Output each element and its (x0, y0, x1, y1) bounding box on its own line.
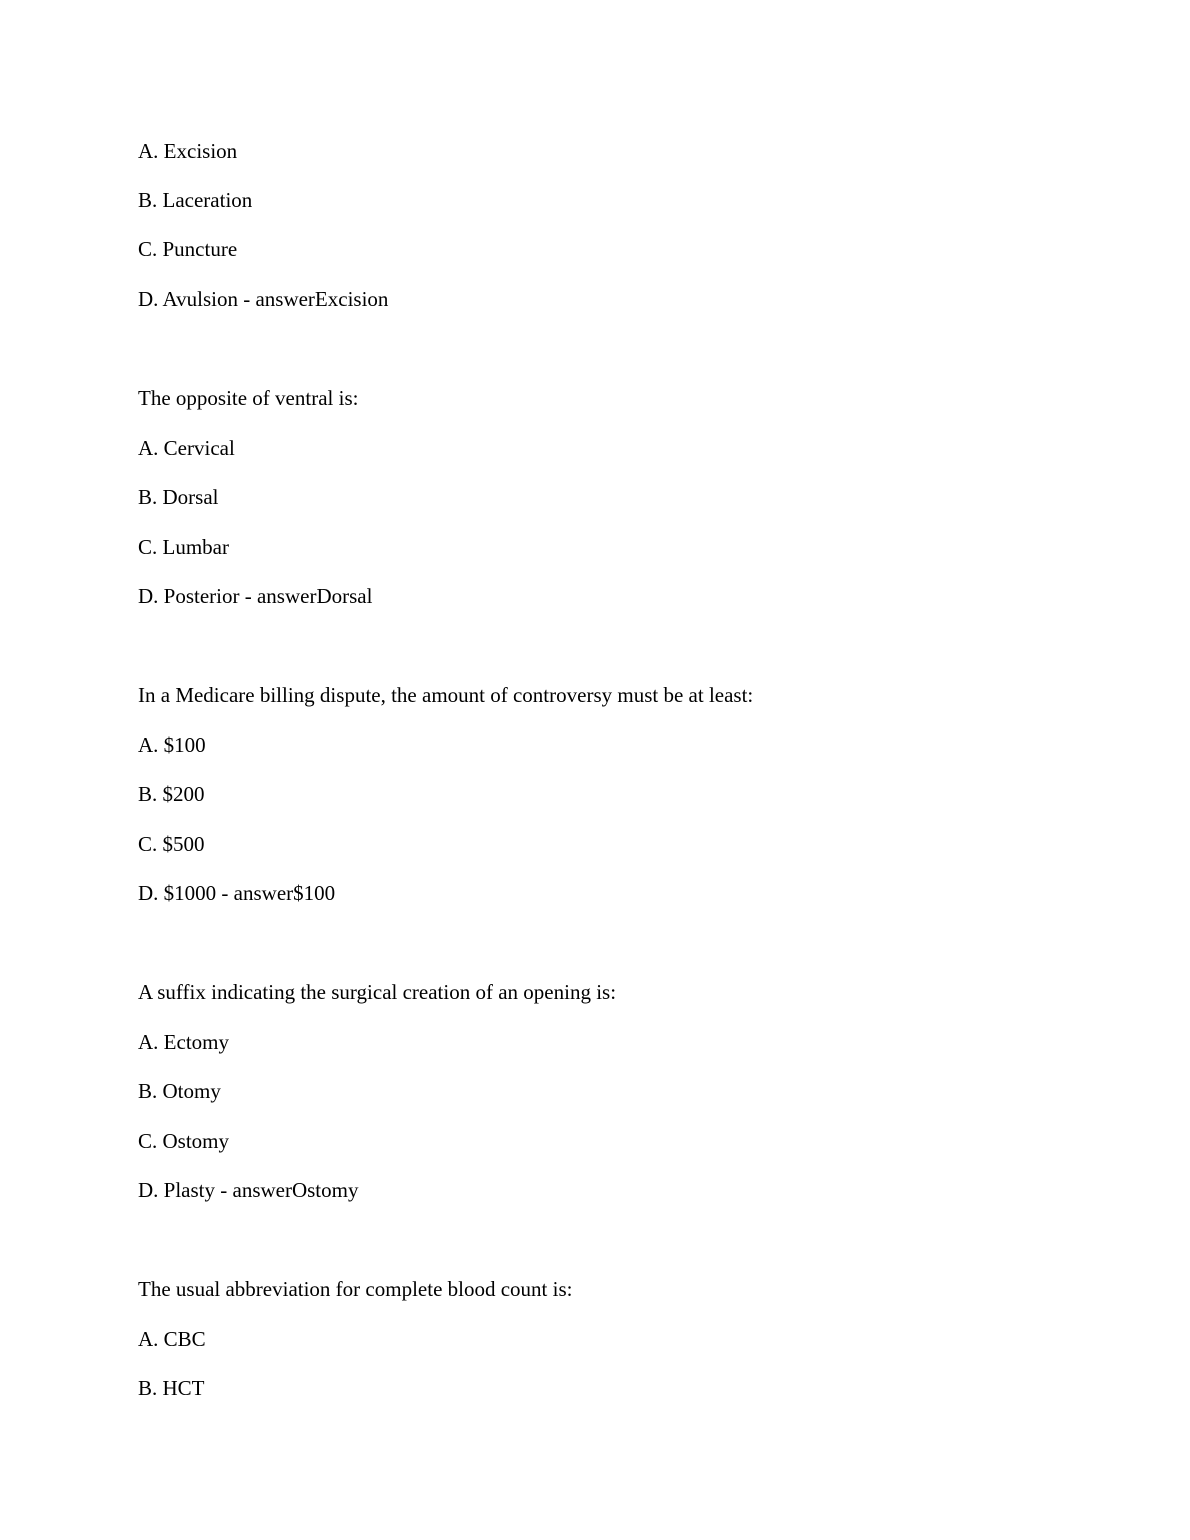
option-a: A. CBC (138, 1327, 206, 1351)
option-b: B. Otomy (138, 1079, 221, 1103)
question-text: A suffix indicating the surgical creation of an opening is: (138, 980, 617, 1004)
option-c: C. Lumbar (138, 535, 229, 559)
option-d-answer: D. Plasty - answerOstomy (138, 1178, 359, 1202)
option-a: A. Excision (138, 139, 238, 163)
option-b: B. Dorsal (138, 485, 219, 509)
option-d-answer: D. Posterior - answerDorsal (138, 584, 373, 608)
option-a: A. Cervical (138, 436, 235, 460)
option-d-answer: D. Avulsion - answerExcision (138, 287, 389, 311)
question-text: The opposite of ventral is: (138, 386, 359, 410)
question-text: In a Medicare billing dispute, the amount of controversy must be at least: (138, 683, 754, 707)
option-c: C. $500 (138, 832, 205, 856)
option-c: C. Puncture (138, 237, 238, 261)
option-a: A. $100 (138, 733, 206, 757)
option-b: B. HCT (138, 1376, 205, 1400)
option-a: A. Ectomy (138, 1030, 229, 1054)
option-c: C. Ostomy (138, 1129, 230, 1153)
option-b: B. Laceration (138, 188, 253, 212)
question-text: The usual abbreviation for complete blood count is: (138, 1277, 573, 1301)
option-d-answer: D. $1000 - answer$100 (138, 881, 336, 905)
option-b: B. $200 (138, 782, 205, 806)
